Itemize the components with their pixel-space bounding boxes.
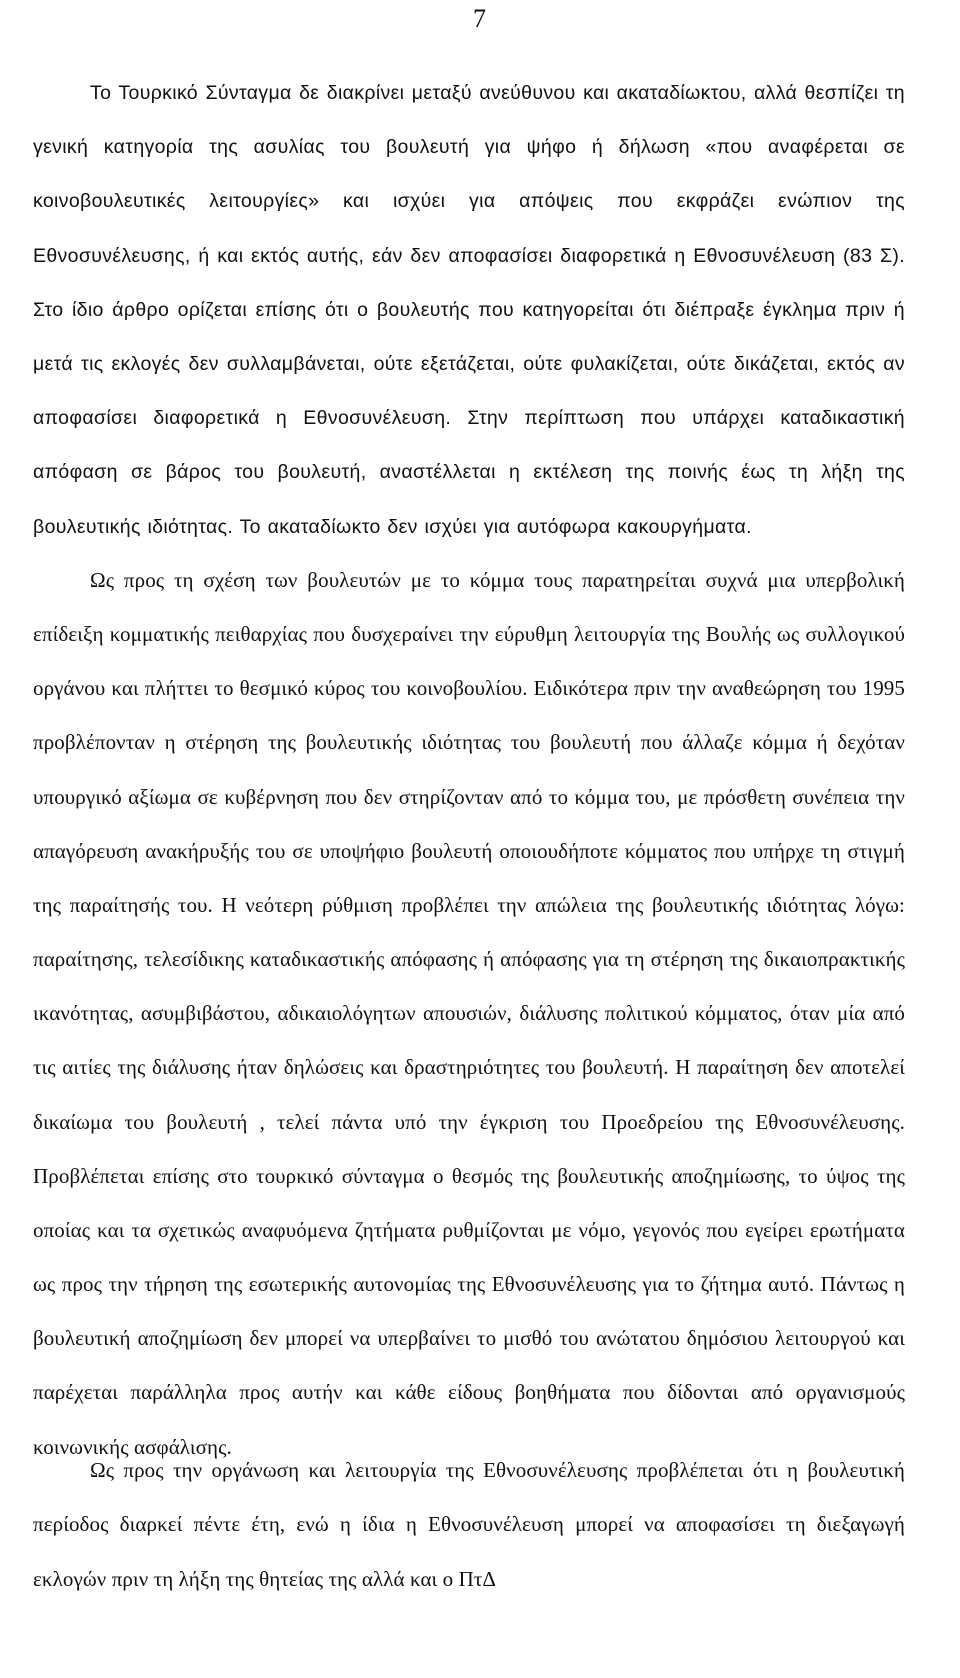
paragraph-party-discipline: Ως προς τη σχέση των βουλευτών με το κόμμα τους παρατηρείται συχνά μια υπερβολική επίδειξη κομματικής πειθαρχίας που δυσχεραίνει την εύρυθμη λειτουργία της Βουλής ως συλλογικού οργάνου και πλήττει το θεσμικό κύρος του κοινοβουλίου. Ειδικότερα πριν την αναθεώρηση του 1995 προβλέπονταν η στέρηση της βουλευτικής ιδιότητας του βουλευτή που άλλαζε κόμμα ή δεχόταν υπουργικό αξίωμα σε κυβέρνηση που δεν στηρίζονταν από το κόμμα του, με πρόσθετη συνέπεια την απαγόρευση ανακήρυξής του σε υποψήφιο βουλευτή οποιουδήποτε κόμματος που υπήρχε τη στιγμή της παραίτησής του. Η νεότερη ρύθμιση προβλέπει την απώλεια της βουλευτικής ιδιότητας λόγω: παραίτησης, τελεσίδικης καταδικαστικής απόφασης ή απόφασης για τη στέρηση της δικαιοπρακτικής ικανότητας, ασυμβιβάστου, αδικαιολόγητων απουσιών, διάλυσης πολιτικού κόμματος, όταν μία από τις αιτίες της διάλυσης ήταν δηλώσεις και δραστηριότητες του βουλευτή. Η παραίτηση δεν αποτελεί δικαίωμα του βουλευτή , τελεί πάντα υπό την έγκριση του Προεδρείου της Εθνοσυνέλευσης. Προβλέπεται επίσης στο τουρκικό σύνταγμα ο θεσμός της βουλευτικής αποζημίωσης, το ύψος της οποίας και τα σχετικώς αναφυόμενα ζητήματα ρυθμίζονται με νόμο, γεγονός που εγείρει ερωτήματα ως προς την τήρηση της εσωτερικής αυτονομίας της Εθνοσυνέλευσης για το ζήτημα αυτό. Πάντως η βουλευτική αποζημίωση δεν μπορεί να υπερβαίνει το μισθό του ανώτατου δημόσιου λειτουργού και παρέχεται παράλληλα προς αυτήν και κάθε είδους βοηθήματα που δίδονται από οργανισμούς κοινωνικής ασφάλισης. — [33, 568, 905, 1459]
page-number: 7 — [473, 4, 486, 33]
paragraph-assembly-organization: Ως προς την οργάνωση και λειτουργία της Εθνοσυνέλευσης προβλέπεται ότι η βουλευτική περίοδος διαρκεί πέντε έτη, ενώ η ίδια η Εθνοσυνέλευση μπορεί να αποφασίσει τη διεξαγωγή εκλογών πριν τη λήξη της θητείας της αλλά και ο ΠτΔ — [33, 1458, 905, 1591]
paragraph-turkish-constitution-immunity: Το Τουρκικό Σύνταγμα δε διακρίνει μεταξύ ανεύθυνου και ακαταδίωκτου, αλλά θεσπίζει τη γενική κατηγορία της ασυλίας του βουλευτή για ψήφο ή δήλωση «που αναφέρεται σε κοινοβουλευτικές λειτουργίες» και ισχύει για απόψεις που εκφράζει ενώπιον της Εθνοσυνέλευσης, ή και εκτός αυτής, εάν δεν αποφασίσει διαφορετικά η Εθνοσυνέλευση (83 Σ). Στο ίδιο άρθρο ορίζεται επίσης ότι ο βουλευτής που κατηγορείται ότι διέπραξε έγκλημα πριν ή μετά τις εκλογές δεν συλλαμβάνεται, ούτε εξετάζεται, ούτε φυλακίζεται, ούτε δικάζεται, εκτός αν αποφασίσει διαφορετικά η Εθνοσυνέλευση. Στην περίπτωση που υπάρχει καταδικαστική απόφαση σε βάρος του βουλευτή, αναστέλλεται η εκτέλεση της ποινής έως τη λήξη της βουλευτικής ιδιότητας. Το ακαταδίωκτο δεν ισχύει για αυτόφωρα κακουργήματα. — [33, 82, 905, 538]
